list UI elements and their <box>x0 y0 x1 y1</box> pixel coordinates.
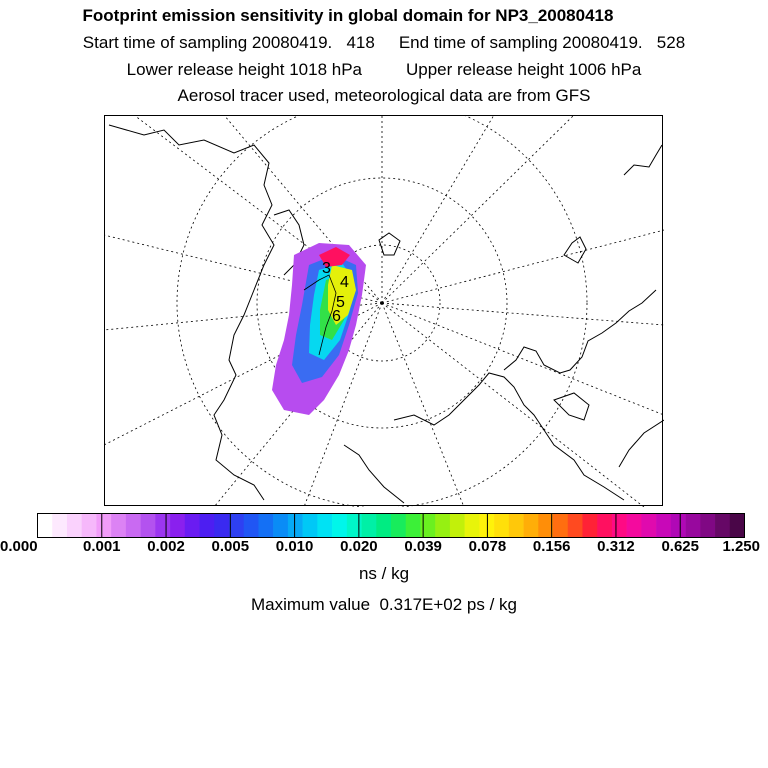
colorbar-cell <box>715 514 730 538</box>
colorbar-cell <box>524 514 539 538</box>
colorbar-tick-label: 0.000 <box>0 538 38 555</box>
colorbar-cell <box>362 514 377 538</box>
colorbar-cell <box>317 514 332 538</box>
colorbar-cell <box>612 514 627 538</box>
colorbar-cell <box>671 514 686 538</box>
map-frame <box>105 116 663 506</box>
end-time: End time of sampling 20080419. 528 <box>398 33 686 52</box>
colorbar-cell <box>641 514 656 538</box>
colorbar-cell <box>185 514 200 538</box>
colorbar-tick-label: 0.312 <box>597 538 635 555</box>
trajectory-label-5: 5 <box>336 294 345 311</box>
colorbar-cell <box>465 514 480 538</box>
colorbar-cell <box>538 514 553 538</box>
colorbar-cell <box>303 514 318 538</box>
colorbar-cell <box>494 514 509 538</box>
colorbar-tick-label: 0.020 <box>340 538 378 555</box>
colorbar-cells <box>38 514 745 538</box>
colorbar-cell <box>435 514 450 538</box>
maximum-value: Maximum value 0.317E+02 ps / kg <box>251 595 517 614</box>
colorbar-tick-label: 1.250 <box>722 538 760 555</box>
colorbar-units: ns / kg <box>358 564 410 583</box>
colorbar-cell <box>96 514 111 538</box>
colorbar-cell <box>627 514 642 538</box>
colorbar-cell <box>450 514 465 538</box>
colorbar-tick-label: 0.156 <box>532 538 571 555</box>
colorbar-cell <box>582 514 597 538</box>
colorbar-cell <box>730 514 745 538</box>
colorbar-cell <box>700 514 715 538</box>
colorbar-cell <box>214 514 229 538</box>
colorbar-cell <box>686 514 701 538</box>
colorbar-cell <box>391 514 406 538</box>
upper-release-height: Upper release height 1006 hPa <box>406 60 642 79</box>
colorbar-cell <box>141 514 156 538</box>
release-height-line <box>0 60 768 80</box>
colorbar-cell <box>38 514 53 538</box>
lower-release-height: Lower release height 1018 hPa <box>126 60 362 79</box>
colorbar-tick-label: 0.039 <box>404 538 442 555</box>
colorbar-cell <box>200 514 215 538</box>
colorbar-cell <box>67 514 82 538</box>
tracer-info: Aerosol tracer used, meteorological data are from GFS <box>177 86 591 105</box>
colorbar-cell <box>597 514 612 538</box>
start-time: Start time of sampling 20080419. 418 <box>82 33 375 52</box>
colorbar-cell <box>111 514 126 538</box>
colorbar-cell <box>82 514 97 538</box>
map-title: Footprint emission sensitivity in global domain for NP3_20080418 <box>82 6 614 25</box>
colorbar-cell <box>479 514 494 538</box>
colorbar-tick-label: 0.078 <box>468 538 507 555</box>
colorbar-cell <box>406 514 421 538</box>
colorbar-cell <box>509 514 524 538</box>
colorbar-tick-label: 0.005 <box>211 538 250 555</box>
colorbar-cell <box>332 514 347 538</box>
trajectory-label-6: 6 <box>332 308 341 325</box>
colorbar-cell <box>52 514 67 538</box>
colorbar-tick-label: 0.001 <box>82 538 121 555</box>
colorbar-cell <box>273 514 288 538</box>
footprint-map <box>104 115 664 507</box>
colorbar-cell <box>244 514 259 538</box>
colorbar-cell <box>553 514 568 538</box>
colorbar-tick-label: 0.010 <box>275 538 314 555</box>
colorbar-cell <box>258 514 273 538</box>
colorbar-tick-label: 0.625 <box>661 538 699 555</box>
trajectory-label-3: 3 <box>322 260 331 277</box>
colorbar-cell <box>126 514 141 538</box>
colorbar-cell <box>656 514 671 538</box>
colorbar-cell <box>376 514 391 538</box>
colorbar-tick-label: 0.002 <box>147 538 185 555</box>
colorbar-cell <box>170 514 185 538</box>
colorbar <box>37 513 747 541</box>
trajectory-label-4: 4 <box>340 274 349 291</box>
sampling-time-line <box>0 33 768 53</box>
colorbar-cell <box>229 514 244 538</box>
colorbar-cell <box>347 514 362 538</box>
colorbar-cell <box>288 514 303 538</box>
colorbar-cell <box>155 514 170 538</box>
colorbar-cell <box>568 514 583 538</box>
